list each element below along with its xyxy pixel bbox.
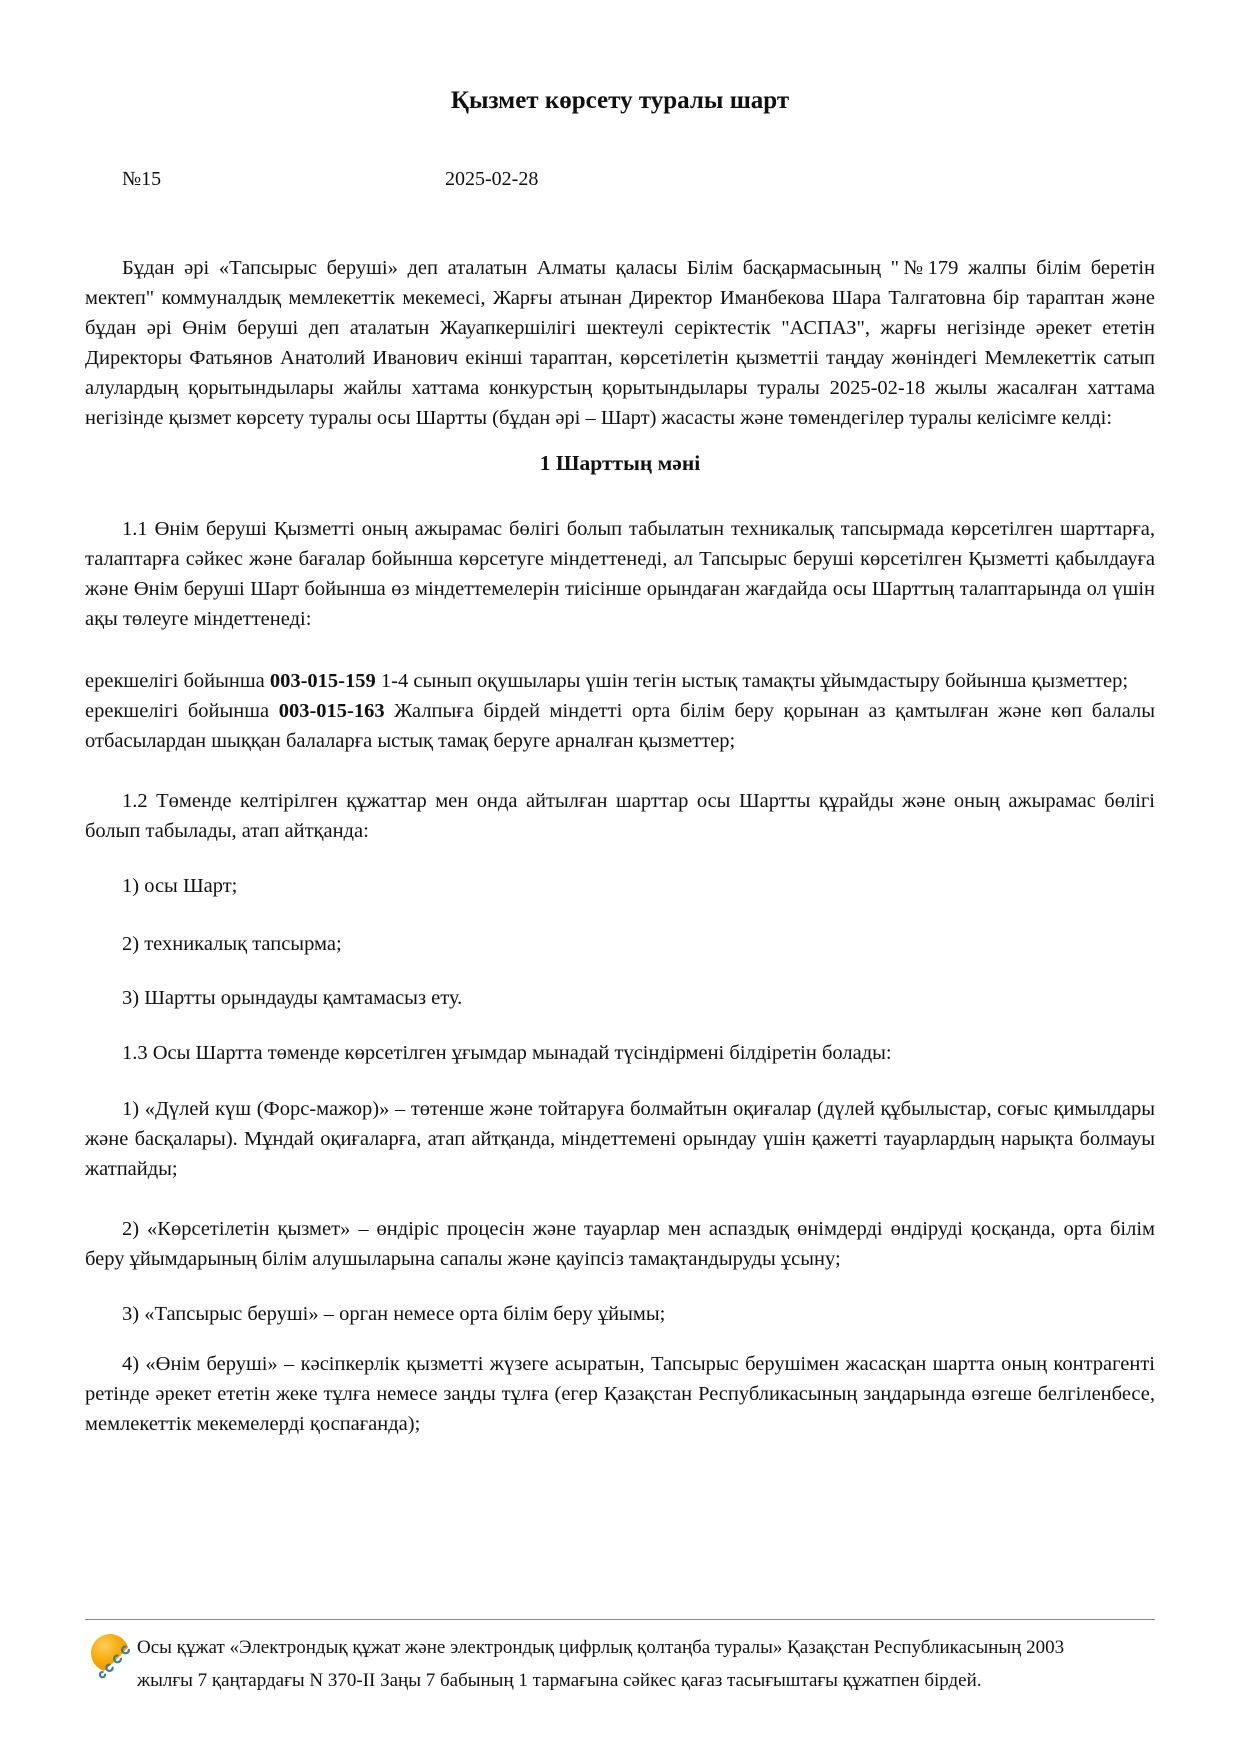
document-meta [85,168,1155,198]
special-service-159 [85,666,1155,696]
signature-footer [85,1619,1155,1697]
clause-1-1: 1.1 Өнім беруші Қызметті оның ажырамас бөлігі болып табылатын техникалық тапсырмада көрсетілген шарттарға, талаптарға сәйкес және бағалар бойынша көрсетуге міндеттенеді, ал Тапсырыс беруші көрсетілген Қызметті қабылдауға және Өнім беруші Шарт бойынша өз міндеттемелерін тиісінше орындаған жағдайда осы Шарттың талаптарында ол үшін ақы төлеуге міндеттенеді: [85,518,1155,630]
service-code-163: 003-015-163 [278,700,385,722]
definition-3: 3) «Тапсырыс беруші» – орган немесе орта білім беру ұйымы; [122,1303,666,1325]
special-service-163 [85,696,1155,756]
definition-1: 1) «Дүлей күш (Форс-мажор)» – төтенше және тойтаруға болмайтын оқиғалар (дүлей құбылыстар, соғыс қимылдары және басқалары). Мұндай оқиғаларға, атап айтқанда, міндеттемені орындау үшін қажетті тауарлардың нарықта болмауы жатпайды; [85,1098,1155,1180]
definition-4: 4) «Өнім беруші» – кәсіпкерлік қызметті жүзеге асыратын, Тапсырыс берушімен жасасқан шартта оның контрагенті ретінде әрекет ететін жеке тұлға немесе заңды тұлға (егер Қазақстан Республикасының заңдарында өзгеше белгіленбесе, мемлекеттік мекемелерді қоспағанда); [85,1353,1155,1435]
footer-disclaimer: Осы құжат «Электрондық құжат және электрондық цифрлық қолтаңба туралы» Қазақстан Республикасының 2003 жылғы 7 қаңтардағы N 370-II Заңы 7 бабының 1 тармағына сәйкес қағаз тасығыштағы құжатпен бірдей. [137,1637,1065,1691]
clause-1-3: 1.3 Осы Шартта төменде көрсетілген ұғымдар мынадай түсіндірмені білдіретін болады: [122,1042,892,1064]
service-code-159: 003-015-159 [269,670,376,692]
list-item-3: 3) Шартты орындауды қамтамасыз ету. [122,987,463,1009]
intro-paragraph: Бұдан әрі «Тапсырыс беруші» деп аталатын Алматы қаласы Білім басқармасының "№179 жалпы білім беретін мектеп" коммуналдық мемлекеттік мекемесі, Жарғы атынан Директор Иманбекова Шара Талгатовна бір тараптан және бұдан әрі Өнім беруші деп аталатын Жауапкершілігі шектеулі серіктестік "АСПАЗ", жарғы негізінде әрекет ететін Директоры Фатьянов Анатолий Иванович екінші тараптан, көрсетілетін қызметтіі таңдау жөніндегі Мемлекеттік сатып алулардың қорытындылары жайлы хаттама конкурстың қорытындылары туралы 2025-02-18 жылы жасалған хаттама негізінде қызмет көрсету туралы осы Шартты (бұдан әрі – Шарт) жасасты және төмендегілер туралы келісімге келді: [85,257,1155,429]
special-163-suffix: Жалпыға бірдей міндетті орта білім беру қорынан аз қамтылған және көп балалы отбасылардан шыққан балаларға ыстық тамақ беруге арналған қызметтер; [85,700,1155,752]
egov-logo-icon [89,1633,135,1679]
list-item-2: 2) техникалық тапсырма; [122,933,342,955]
document-title: Қызмет көрсету туралы шарт [450,87,790,114]
definition-2: 2) «Көрсетілетін қызмет» – өндіріс процесін және тауарлар мен аспаздық өнімдерді өндіруді қосқанда, орта білім беру ұйымдарының білім алушыларына сапалы және қауіпсіз тамақтандыруды ұсыну; [85,1218,1155,1270]
list-item-1: 1) осы Шарт; [122,875,238,897]
document-content [85,0,1155,1439]
section-1-heading: 1 Шарттың мәні [539,451,701,475]
special-159-prefix: ерекшелігі бойынша [85,670,270,692]
clause-1-2: 1.2 Төменде келтірілген құжаттар мен онда айтылған шарттар осы Шартты құрайды және оның ажырамас бөлігі болып табылады, атап айтқанда: [85,790,1155,842]
contract-date: 2025-02-28 [445,168,539,190]
special-159-suffix: 1-4 сынып оқушылары үшін тегін ыстық тамақты ұйымдастыру бойынша қызметтер; [375,670,1129,692]
special-163-prefix: ерекшелігі бойынша [85,700,279,722]
contract-number: №15 [122,168,162,190]
